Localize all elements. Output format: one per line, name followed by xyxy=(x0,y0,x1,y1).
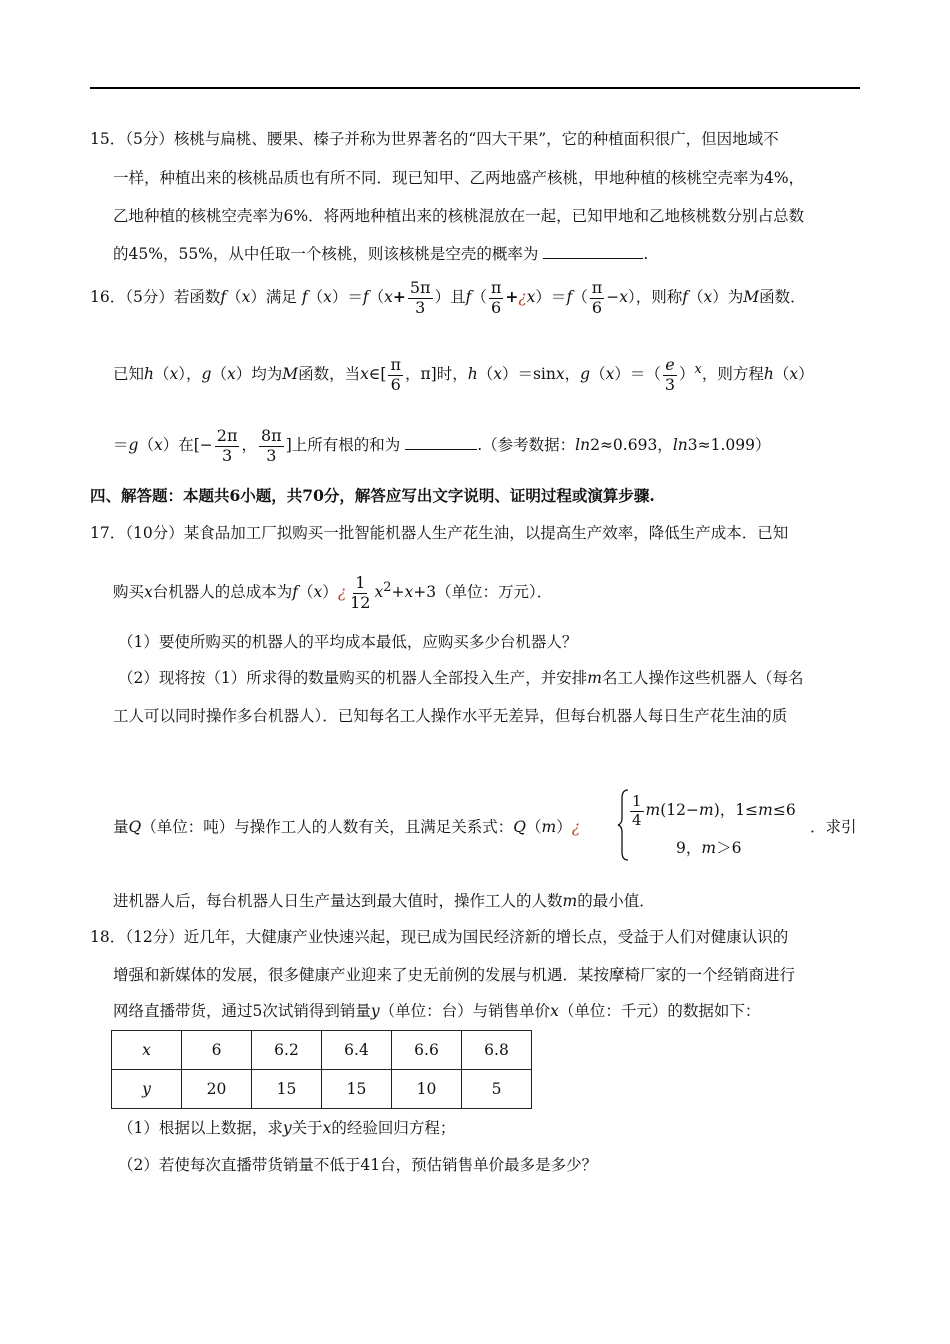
table-cell: 5 xyxy=(462,1070,532,1109)
table-cell: 15 xyxy=(322,1070,392,1109)
text: ）＝ xyxy=(535,288,567,306)
ln-symbol: ln xyxy=(575,436,591,454)
plus-sign: + xyxy=(505,287,519,306)
denominator: 6 xyxy=(390,374,401,394)
paren: （ xyxy=(773,365,790,384)
numerator: 2π xyxy=(216,426,238,446)
text: ）且 xyxy=(434,288,466,306)
text: ）＝ xyxy=(331,288,363,306)
text: ）在[− xyxy=(162,436,213,454)
q17-part2-line4 xyxy=(113,889,655,911)
q18-part2: （2）若使每次直播带货销量不低于41台，预估销售单价最多是多少？ xyxy=(118,1156,598,1174)
text: )，1≤ xyxy=(713,801,759,819)
paren: ） xyxy=(556,818,572,836)
paren: （ xyxy=(471,288,487,306)
M-symbol: M xyxy=(282,365,299,384)
q17-line1: 17．（10分）某食品加工厂拟购买一批智能机器人生产花生油，以提高生产效率，降低生产成本．已知 xyxy=(90,524,789,542)
numerator: π xyxy=(591,278,603,298)
paren: （ xyxy=(154,365,170,384)
denominator: 3 xyxy=(664,374,676,394)
text: ， xyxy=(186,365,202,384)
text: （单位：千元）的数据如下： xyxy=(558,1002,761,1020)
Q-symbol: Q xyxy=(128,818,142,836)
x-symbol: x xyxy=(313,583,323,602)
text: （单位：吨）与操作工人的人数有关，且满足关系式： xyxy=(141,818,514,836)
x-symbol: x xyxy=(374,583,384,602)
q16-line3: ＝g（x）在[− $\frac{2\pi}{3}$ ， $\frac{8\pi}{3}$ ]上所有根的和为 .（参考数据：ln2≈0.693，ln3≈1.099） xyxy=(113,426,771,465)
text: ， xyxy=(564,365,581,384)
q17-part2-line3 xyxy=(113,815,580,837)
text: ），则称 xyxy=(627,288,683,306)
paren: （ xyxy=(298,583,314,602)
answer-blank[interactable] xyxy=(543,258,643,259)
paren: （ xyxy=(687,288,704,306)
m-symbol: m xyxy=(645,801,661,819)
Q-symbol: Q xyxy=(513,818,526,836)
text: ＞6 xyxy=(716,839,742,857)
text: ，则方程 xyxy=(701,365,764,384)
text: 2≈0.693， xyxy=(590,436,673,454)
text: 函数，当 xyxy=(298,365,361,384)
table-cell: 6.4 xyxy=(322,1031,392,1070)
plus-sign: + xyxy=(392,287,406,306)
section-heading: 四、解答题：本题共6小题，共70分，解答应写出文字说明、证明过程或演算步骤. xyxy=(90,486,655,505)
q15-line4-text: 的45%，55%，从中任取一个核桃，则该核桃是空壳的概率为 xyxy=(113,245,539,263)
fraction-pi-6 xyxy=(489,279,504,317)
g-symbol: g xyxy=(201,365,212,384)
text: （单位：台）与销售单价 xyxy=(379,1002,551,1020)
numerator: 1 xyxy=(632,792,642,811)
q16-label: 16．（5分）若函数 xyxy=(90,288,221,306)
paren: （ xyxy=(138,436,154,454)
text: 关于 xyxy=(291,1119,323,1137)
q17-part2-line1 xyxy=(118,666,803,688)
garbled-char: ¿ xyxy=(571,818,581,836)
x-symbol: x xyxy=(526,288,536,306)
garbled-char: ¿ xyxy=(518,288,527,306)
text: 函数． xyxy=(759,288,806,306)
h-symbol: h xyxy=(763,365,774,384)
x-symbol: x xyxy=(605,365,615,384)
paren: ） xyxy=(322,583,338,602)
paren: （ xyxy=(590,365,606,384)
text: 的经验回归方程； xyxy=(331,1119,456,1137)
x-label: x xyxy=(142,1041,151,1059)
fraction-pi-6 xyxy=(388,356,403,394)
answer-blank[interactable] xyxy=(405,449,477,450)
q15-line4: 的45%，55%，从中任取一个核桃，则该核桃是空壳的概率为 . xyxy=(113,245,649,263)
text: 网络直播带货，通过5次试销得到销量 xyxy=(113,1002,371,1020)
denominator: 4 xyxy=(632,810,642,829)
x-symbol: x xyxy=(555,365,565,384)
paren: （ xyxy=(307,288,324,306)
paren: （ xyxy=(572,288,588,306)
e-symbol: e xyxy=(665,355,675,375)
y-symbol: y xyxy=(282,1119,292,1137)
numerator: 5π xyxy=(409,278,431,298)
table-cell: 15 xyxy=(252,1070,322,1109)
q17-line2 xyxy=(113,566,552,614)
text: +3（单位：万元）． xyxy=(413,583,553,602)
table-row-x xyxy=(112,1031,532,1070)
q18-line2: 增强和新媒体的发展，很多健康产业迎来了史无前例的发展与机遇．某按摩椅厂家的一个经销商进行 xyxy=(113,966,796,984)
denominator: 3 xyxy=(266,445,277,465)
header-rule xyxy=(90,87,860,89)
exponent-2: 2 xyxy=(383,580,392,595)
q16-line1: 16．（5分）若函数f（x）满足 f（x）＝f（x+ $\frac{5\pi}{3}$ ）且f（ $\frac{\pi}{6}$ +¿x）＝f（ $\frac{\pi}{6}$ −x），则称f（x）为M函数． xyxy=(90,278,806,317)
table-header-x xyxy=(112,1031,182,1070)
x-symbol: x xyxy=(404,583,414,602)
text: ）＝sin xyxy=(501,365,556,384)
text: ，π]时， xyxy=(404,365,468,384)
denominator: 6 xyxy=(491,297,502,317)
fraction-1-4 xyxy=(630,793,644,829)
piecewise-case1 xyxy=(628,792,796,829)
paren: （ xyxy=(226,288,242,306)
q17-ask: ．求引 xyxy=(810,818,857,836)
text: 已知 xyxy=(113,365,145,384)
numerator: 8π xyxy=(260,426,282,446)
text: 量 xyxy=(113,818,129,836)
fraction-5pi-3 xyxy=(408,279,433,317)
paren: （ xyxy=(525,818,542,836)
m-symbol: m xyxy=(587,669,602,687)
fraction-8pi-3 xyxy=(259,427,284,465)
q18-line3 xyxy=(113,999,760,1021)
q17-part2-line2: 工人可以同时操作多台机器人）．已知每名工人操作水平无差异，但每台机器人每日生产花生油的质 xyxy=(113,707,788,725)
x-symbol: x xyxy=(703,288,713,306)
minus-sign: − xyxy=(606,288,620,306)
garbled-char: ¿ xyxy=(337,583,347,602)
x-symbol: x xyxy=(550,1002,559,1020)
text: ）＝（ xyxy=(614,365,661,384)
x-symbol: x xyxy=(493,365,502,384)
text: ]上所有根的和为 xyxy=(285,436,401,454)
text: （1）根据以上数据，求 xyxy=(118,1119,283,1137)
text: (12− xyxy=(660,801,700,819)
piecewise-case2 xyxy=(676,836,741,858)
text: 名工人操作这些机器人（每名 xyxy=(601,669,804,687)
denominator: 3 xyxy=(222,445,233,465)
numerator: π xyxy=(390,355,401,375)
text: ≤6 xyxy=(772,801,796,819)
table-cell: 6.6 xyxy=(392,1031,462,1070)
x-symbol: x xyxy=(789,365,799,384)
fraction-2pi-3 xyxy=(215,427,240,465)
x-symbol: x xyxy=(322,1119,332,1137)
y-symbol: y xyxy=(370,1002,380,1020)
x-symbol: x xyxy=(384,288,393,306)
q15-line3: 乙地种植的核桃空壳率为6%．将两地种植出来的核桃混放在一起，已知甲地和乙地核桃数分别占总数 xyxy=(113,207,805,225)
q18-part1 xyxy=(118,1116,455,1138)
text: 进机器人后，每台机器人日生产量达到最大值时，操作工人的人数 xyxy=(113,892,563,910)
h-symbol: h xyxy=(144,365,154,384)
denominator: 12 xyxy=(350,592,371,612)
text: + xyxy=(391,583,405,602)
M-symbol: M xyxy=(743,288,760,306)
table-header-y xyxy=(112,1070,182,1109)
denominator: 3 xyxy=(415,297,426,317)
table-cell: 6.8 xyxy=(462,1031,532,1070)
x-symbol: x xyxy=(153,436,163,454)
m-symbol: m xyxy=(562,892,578,910)
f-symbol: f xyxy=(292,583,299,602)
text: 3≈1.099） xyxy=(687,436,771,454)
text: ＝ xyxy=(113,436,129,454)
x-symbol: x xyxy=(241,288,251,306)
f-symbol: f xyxy=(682,288,688,306)
text: 9， xyxy=(676,839,702,857)
m-symbol: m xyxy=(701,839,717,857)
paren: （ xyxy=(211,365,227,384)
q15-line1: 15．（5分）核桃与扁桃、腰果、榛子并称为世界著名的“四大干果”，它的种植面积很广，但因地域不 xyxy=(90,130,779,148)
x-symbol: x xyxy=(144,583,153,602)
data-table xyxy=(111,1030,532,1109)
text: （2）现将按（1）所求得的数量购买的机器人全部投入生产，并安排 xyxy=(118,669,588,687)
x-symbol: x xyxy=(323,288,332,306)
q16-line2: 已知h（x），g（x）均为M函数，当x∈[ $\frac{\pi}{6}$ ，π]时，h（x）＝sinx，g（x）＝（ $\frac{e}{3}$ ）$^x$，则方程h（x） xyxy=(113,355,814,394)
g-symbol: g xyxy=(580,365,591,384)
g-symbol: g xyxy=(128,436,139,454)
f-symbol: f xyxy=(220,288,227,306)
x-symbol: x xyxy=(227,365,236,384)
fraction-1-12 xyxy=(348,574,372,612)
numerator: π xyxy=(490,278,502,298)
q15-line2: 一样，种植出来的核桃品质也有所不同．现已知甲、乙两地盛产核桃，甲地种植的核桃空壳率为4%， xyxy=(113,169,805,187)
table-cell: 6.2 xyxy=(252,1031,322,1070)
q18-line1: 18．（12分）近几年，大健康产业快速兴起，现已成为国民经济新的增长点，受益于人们对健康认识的 xyxy=(90,928,789,946)
text: 购买 xyxy=(113,583,145,602)
q17-part1: （1）要使所购买的机器人的平均成本最低，应购买多少台机器人？ xyxy=(118,633,578,651)
ln-symbol: ln xyxy=(672,436,688,454)
table-cell: 20 xyxy=(182,1070,252,1109)
text: ∈[ xyxy=(368,365,387,384)
x-symbol: x xyxy=(619,288,628,306)
table-row-y xyxy=(112,1070,532,1109)
numerator: 1 xyxy=(355,573,366,593)
x-symbol: x xyxy=(169,365,179,384)
text: .（参考数据： xyxy=(477,436,576,454)
text: 的最小值． xyxy=(577,892,655,910)
paren: （ xyxy=(368,288,385,306)
m-symbol: m xyxy=(541,818,557,836)
f-symbol: f xyxy=(362,288,369,306)
f-symbol: f xyxy=(301,288,308,306)
text: 均为 xyxy=(251,365,283,384)
text: 台机器人的总成本为 xyxy=(152,583,293,602)
table-cell: 10 xyxy=(392,1070,462,1109)
denominator: 6 xyxy=(591,297,603,317)
text: ）满足 xyxy=(250,288,297,306)
f-symbol: f xyxy=(566,288,573,306)
fraction-e-3 xyxy=(663,356,677,394)
fraction-pi-6 xyxy=(590,279,605,317)
m-symbol: m xyxy=(699,801,714,819)
exponent-x: x xyxy=(694,362,702,377)
m-symbol: m xyxy=(758,801,773,819)
f-symbol: f xyxy=(465,288,472,306)
paren: （ xyxy=(477,365,494,384)
y-label: y xyxy=(142,1080,151,1098)
x-symbol: x xyxy=(360,365,369,384)
h-symbol: h xyxy=(467,365,478,384)
table-cell: 6 xyxy=(182,1031,252,1070)
